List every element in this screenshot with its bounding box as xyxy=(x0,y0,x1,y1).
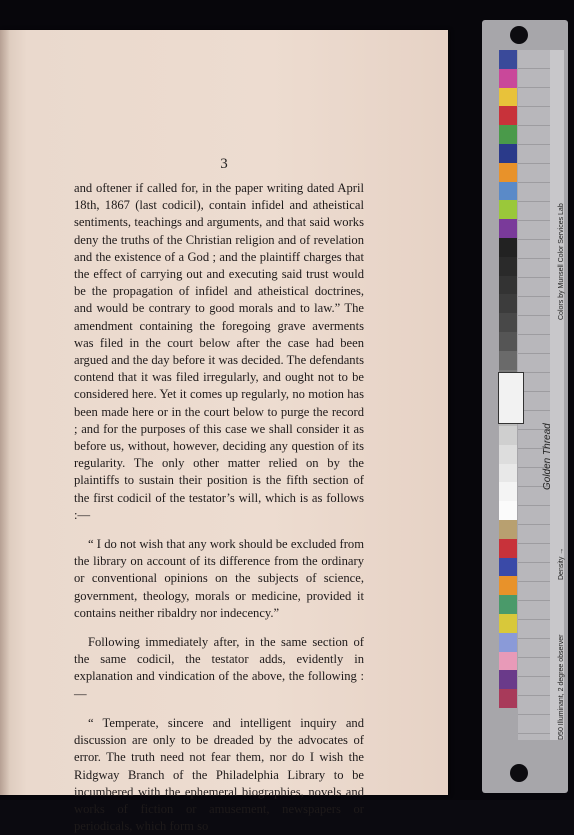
color-swatch xyxy=(499,88,517,107)
color-swatch xyxy=(499,426,517,445)
book-page xyxy=(0,30,448,834)
color-swatch xyxy=(499,351,517,370)
color-swatch xyxy=(499,670,517,689)
color-swatch xyxy=(499,652,517,671)
color-checker-target xyxy=(482,20,568,793)
color-swatch xyxy=(499,182,517,201)
color-swatch xyxy=(499,238,517,257)
color-swatch xyxy=(499,539,517,558)
color-swatch xyxy=(499,69,517,88)
color-swatch xyxy=(499,219,517,238)
color-swatch xyxy=(499,558,517,577)
color-swatch xyxy=(499,445,517,464)
target-label-top: Colors by Munsell Color Services Lab xyxy=(558,203,565,320)
color-swatch xyxy=(499,106,517,125)
color-swatch xyxy=(499,482,517,501)
color-swatch xyxy=(499,313,517,332)
color-swatch xyxy=(499,163,517,182)
color-swatch xyxy=(499,332,517,351)
color-swatch xyxy=(499,144,517,163)
color-swatch xyxy=(499,200,517,219)
color-swatch xyxy=(499,501,517,520)
target-label-brand: Golden Thread xyxy=(542,423,553,490)
page-number: 3 xyxy=(220,156,228,172)
color-swatch xyxy=(499,464,517,483)
color-swatch xyxy=(499,689,517,708)
page-text xyxy=(74,180,364,835)
paragraph-2: Following immediately after, in the same section of the same codicil, the testator adds, evidently in explanation and vindication of the above, the following :— xyxy=(74,635,364,701)
color-swatch xyxy=(499,257,517,276)
paragraph-1: and oftener if called for, in the paper writing dated April 18th, 1867 (last codicil), contain infidel and atheistical sentiments, teachings and arguments, and that said works deny the truths of the Christian religion and of revelation and the existence of a God ; and the plaintiff charges that the effect of carrying out and executing said trust would be the propagation of infidel and atheistical doctrines, and would be contrary to good morals and to law.” The amendment containing the foregoing grave averments was filed in the court below after the case had been argued and the day before it was decided. The defendants contend that it was filed irregularly, and ought not to be considered here. Yet it comes up regularly, no motion has been made here or in the court below to purge the record ; and for the purposes of this case we shall consider it as before us, without, however, deciding any question of its regularity. The only other matter relied on by the plaintiffs to sustain their position is the fifth section of the first codicil of the testator’s will, which is as follows :— xyxy=(74,181,364,522)
quote-2: “ Temperate, sincere and intelligent inquiry and discussion are only to be dreaded by the advocates of error. The truth need not fear them, nor do I wish the Ridgway Branch of the Philadelphia Library to be incumbered with the ephemeral biographies, novels and works of fiction or amusement, newspapers or periodicals, which form so xyxy=(74,715,364,834)
color-swatch xyxy=(499,595,517,614)
color-swatch xyxy=(499,520,517,539)
color-swatch xyxy=(499,125,517,144)
target-label-bottom: D50 Illuminant, 2 degree observer xyxy=(558,634,565,740)
color-swatch xyxy=(499,276,517,295)
color-swatch xyxy=(499,294,517,313)
color-swatch xyxy=(499,50,517,69)
quote-1: “ I do not wish that any work should be excluded from the library on account of its difference from the ordinary or conventional opinions on the subjects of science, government, theology, morals or medicine, provided it contains neither ribaldry nor indecency.” xyxy=(74,537,364,620)
color-swatch xyxy=(499,614,517,633)
target-label-density: Density → xyxy=(558,547,565,580)
target-logo-icon xyxy=(498,372,524,424)
punch-hole-top xyxy=(510,26,528,44)
punch-hole-bottom xyxy=(510,764,528,782)
color-swatch xyxy=(499,633,517,652)
color-swatch xyxy=(499,576,517,595)
